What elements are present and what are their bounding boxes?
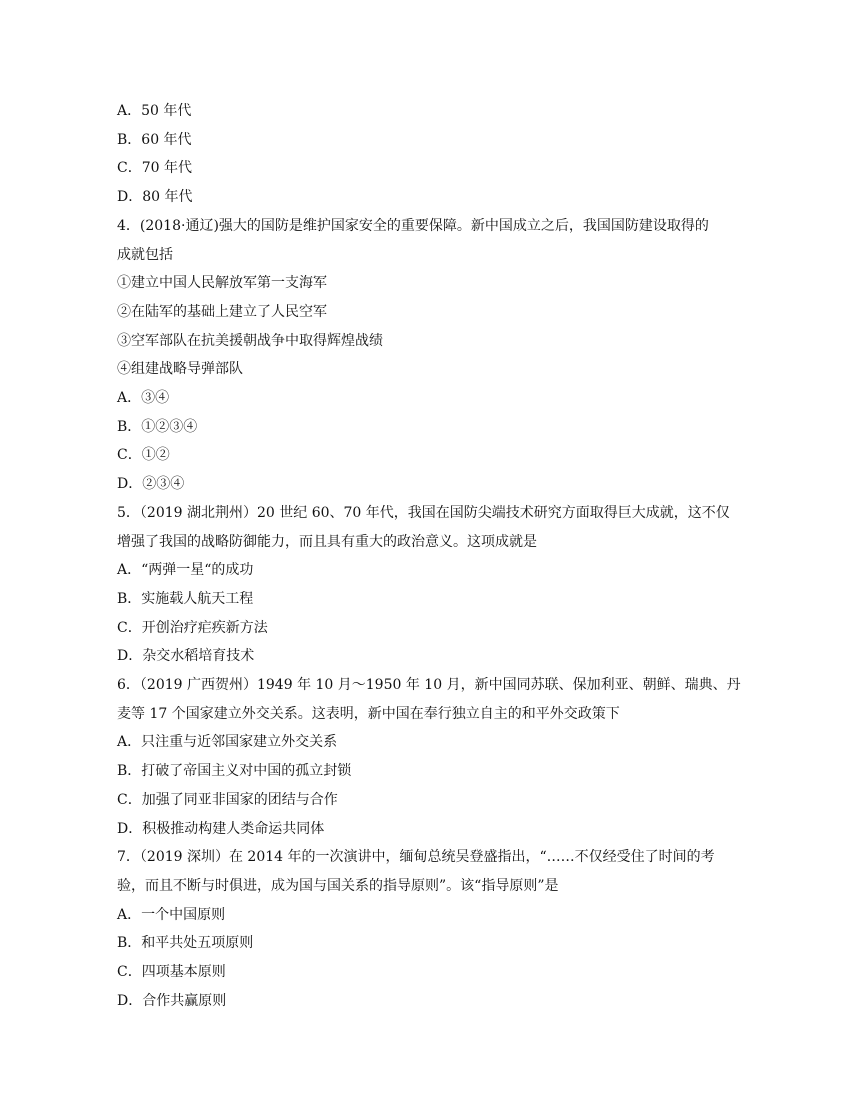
option-b: B．和平共处五项原则 <box>117 935 254 952</box>
option-d: D．杂交水稻培育技术 <box>117 648 255 665</box>
question-7-stem-line-1: 7．（2019 深圳）在 2014 年的一次演讲中，缅甸总统吴登盛指出，“……不仅经受住了时间的考 <box>117 849 715 866</box>
item-2: ②在陆军的基础上建立了人民空军 <box>117 303 327 320</box>
option-b: B．实施载人航天工程 <box>117 590 254 607</box>
option-c: C．①② <box>117 447 170 464</box>
question-4-stem-line-1: 4．(2018·通辽)强大的国防是维护国家安全的重要保障。新中国成立之后，我国国防建设取得的 <box>117 217 709 234</box>
question-5-stem-line-2: 增强了我国的战略防御能力，而且具有重大的政治意义。这项成就是 <box>117 533 537 550</box>
option-a: A．一个中国原则 <box>117 906 226 923</box>
option-c: C．四项基本原则 <box>117 964 226 981</box>
option-d: D．80 年代 <box>117 189 193 206</box>
document-page <box>117 97 747 1016</box>
option-c: C．70 年代 <box>117 160 192 177</box>
option-a: A．“两弹一星“的成功 <box>117 562 254 579</box>
option-d: D．合作共赢原则 <box>117 992 227 1009</box>
option-a: A．50 年代 <box>117 103 192 119</box>
option-c: C．加强了同亚非国家的团结与合作 <box>117 791 338 808</box>
item-1: ①建立中国人民解放军第一支海军 <box>117 275 327 292</box>
item-4: ④组建战略导弹部队 <box>117 361 243 378</box>
question-4-stem-line-2: 成就包括 <box>117 246 173 263</box>
option-b: B．打破了帝国主义对中国的孤立封锁 <box>117 763 352 780</box>
question-7-stem-line-2: 验，而且不断与时俱进，成为国与国关系的指导原则”。该“指导原则”是 <box>117 877 559 894</box>
question-5-stem-line-1: 5．（2019 湖北荆州）20 世纪 60、70 年代，我国在国防尖端技术研究方面取得巨大成就，这不仅 <box>117 504 730 521</box>
option-a: A．③④ <box>117 390 170 407</box>
option-d: D．积极推动构建人类命运共同体 <box>117 820 325 837</box>
option-b: B．60 年代 <box>117 131 192 148</box>
option-a: A．只注重与近邻国家建立外交关系 <box>117 734 338 751</box>
option-d: D．②③④ <box>117 476 185 493</box>
option-b: B．①②③④ <box>117 418 198 435</box>
item-3: ③空军部队在抗美援朝战争中取得辉煌战绩 <box>117 332 383 349</box>
question-6-stem-line-1: 6．（2019 广西贺州）1949 年 10 月～1950 年 10 月，新中国同苏联、保加利亚、朝鲜、瑞典、丹 <box>117 677 741 694</box>
option-c: C．开创治疗疟疾新方法 <box>117 619 268 636</box>
question-6-stem-line-2: 麦等 17 个国家建立外交关系。这表明，新中国在奉行独立自主的和平外交政策下 <box>117 705 620 722</box>
